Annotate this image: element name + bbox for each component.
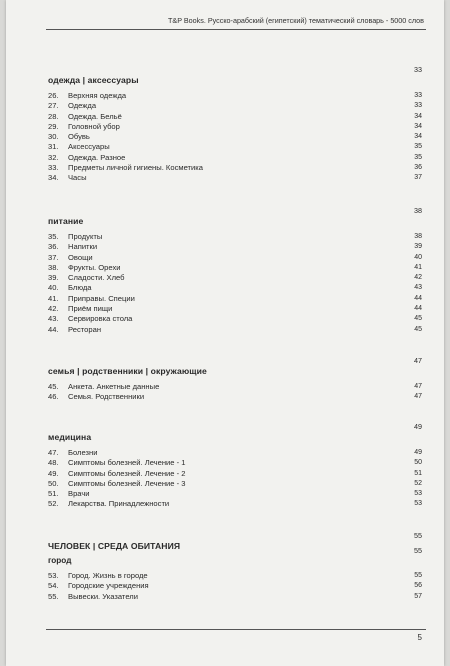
entry-title: Овощи <box>68 252 93 262</box>
section-page-number: 55 <box>414 531 422 540</box>
entry-page-number: 37 <box>414 174 422 182</box>
entry-page-number: 53 <box>414 490 422 498</box>
entry-page-number: 56 <box>414 582 422 590</box>
toc-entry[interactable] <box>48 469 422 479</box>
entry-title: Приём пищи <box>68 304 113 314</box>
entry-title: Вывески. Указатели <box>68 591 138 601</box>
book-page <box>6 0 444 666</box>
entry-page-number: 44 <box>414 305 422 313</box>
entry-number: 35. <box>48 232 59 241</box>
toc-entry[interactable] <box>48 173 422 183</box>
entry-number: 34. <box>48 173 59 183</box>
entry-page-number: 52 <box>414 479 422 487</box>
entry-page-number: 50 <box>414 459 422 467</box>
entry-number: 29. <box>48 121 59 131</box>
entry-title: Ресторан <box>68 324 102 334</box>
entry-number: 26. <box>48 91 59 100</box>
entry-title: Болезни <box>68 448 98 457</box>
toc-entry[interactable] <box>48 253 422 263</box>
entry-title: Верхняя одежда <box>68 91 127 100</box>
entry-page-number: 34 <box>414 133 422 141</box>
entry-number: 41. <box>48 293 59 303</box>
entry-title: Продукты <box>68 232 103 241</box>
entry-title: Головной убор <box>68 121 120 131</box>
section-heading <box>48 356 422 376</box>
entry-number: 53. <box>48 571 59 580</box>
entry-number: 33. <box>48 163 59 173</box>
entry-number: 44. <box>48 324 59 334</box>
entry-number: 39. <box>48 273 59 283</box>
section-title[interactable]: питание <box>48 216 84 226</box>
section-page-number: 47 <box>414 356 422 365</box>
entry-title: Напитки <box>68 242 98 252</box>
entry-page-number: 34 <box>414 112 422 120</box>
toc-entry[interactable] <box>48 283 422 293</box>
subsection-page-number: 55 <box>414 546 422 555</box>
toc-entry[interactable] <box>48 325 422 335</box>
toc-entry[interactable] <box>48 294 422 304</box>
entry-page-number: 41 <box>414 263 422 271</box>
entry-page-number: 47 <box>414 383 422 390</box>
entry-list <box>48 232 422 335</box>
toc-entry[interactable] <box>48 112 422 122</box>
toc-entry[interactable] <box>48 592 422 602</box>
toc-section <box>48 422 422 510</box>
entry-page-number: 57 <box>414 592 422 600</box>
entry-page-number: 35 <box>414 153 422 161</box>
entry-page-number: 42 <box>414 274 422 282</box>
entry-number: 52. <box>48 499 59 509</box>
entry-page-number: 45 <box>414 315 422 323</box>
entry-title: Сладости. Хлеб <box>68 273 125 283</box>
entry-number: 38. <box>48 262 59 272</box>
toc-section <box>48 65 422 184</box>
entry-title: Симптомы болезней. Лечение - 3 <box>68 478 186 488</box>
section-title[interactable]: одежда | аксессуары <box>48 75 139 85</box>
entry-number: 55. <box>48 591 59 601</box>
toc-entry[interactable] <box>48 392 422 402</box>
entry-title: Лекарства. Принадлежности <box>68 499 170 509</box>
toc-entry[interactable] <box>48 489 422 499</box>
entry-title: Врачи <box>68 489 90 499</box>
entry-title: Аксессуары <box>68 142 110 152</box>
entry-title: Приправы. Специи <box>68 293 135 303</box>
toc-entry[interactable] <box>48 479 422 489</box>
entry-number: 48. <box>48 458 59 468</box>
entry-number: 50. <box>48 478 59 488</box>
toc-entry[interactable] <box>48 232 422 242</box>
section-title[interactable]: ЧЕЛОВЕК | СРЕДА ОБИТАНИЯ <box>48 541 181 551</box>
toc-entry[interactable] <box>48 499 422 509</box>
entry-title: Город. Жизнь в городе <box>68 571 148 580</box>
entry-page-number: 44 <box>414 294 422 302</box>
toc-entry[interactable] <box>48 581 422 591</box>
section-heading <box>48 65 422 85</box>
toc-entry[interactable] <box>48 153 422 163</box>
entry-list <box>48 448 422 510</box>
section-page-number: 49 <box>414 422 422 431</box>
entry-page-number: 33 <box>414 92 422 99</box>
toc-entry[interactable] <box>48 242 422 252</box>
entry-page-number: 51 <box>414 469 422 477</box>
entry-list <box>48 91 422 184</box>
entry-page-number: 45 <box>414 325 422 333</box>
section-title[interactable]: семья | родственники | окружающие <box>48 366 207 376</box>
toc-entry[interactable] <box>48 382 422 392</box>
toc-entry[interactable] <box>48 448 422 458</box>
entry-title: Одежда. Бельё <box>68 111 122 121</box>
toc-entry[interactable] <box>48 163 422 173</box>
entry-page-number: 49 <box>414 449 422 456</box>
subsection-title[interactable]: город <box>48 556 72 565</box>
entry-number: 43. <box>48 314 59 324</box>
toc-entry[interactable] <box>48 91 422 101</box>
toc-entry[interactable] <box>48 132 422 142</box>
footer-rule <box>46 629 426 630</box>
toc-entry[interactable] <box>48 571 422 581</box>
entry-number: 42. <box>48 304 59 314</box>
entry-title: Симптомы болезней. Лечение - 2 <box>68 468 186 478</box>
entry-title: Обувь <box>68 132 90 142</box>
entry-number: 27. <box>48 101 59 111</box>
entry-number: 46. <box>48 392 59 402</box>
toc-entry[interactable] <box>48 314 422 324</box>
section-page-number: 33 <box>414 65 422 74</box>
entry-page-number: 38 <box>414 233 422 240</box>
entry-title: Сервировка стола <box>68 314 133 324</box>
entry-title: Фрукты. Орехи <box>68 262 121 272</box>
entry-number: 45. <box>48 382 59 391</box>
entry-number: 51. <box>48 489 59 499</box>
section-heading <box>48 422 422 442</box>
toc-section <box>48 206 422 335</box>
entry-page-number: 34 <box>414 122 422 130</box>
entry-number: 30. <box>48 132 59 142</box>
entry-number: 28. <box>48 111 59 121</box>
toc-entry[interactable] <box>48 122 422 132</box>
entry-list <box>48 382 422 403</box>
entry-page-number: 47 <box>414 393 422 401</box>
entry-number: 32. <box>48 152 59 162</box>
header-rule <box>46 29 426 30</box>
entry-page-number: 40 <box>414 253 422 261</box>
entry-title: Анкета. Анкетные данные <box>68 382 160 391</box>
toc-entry[interactable] <box>48 101 422 111</box>
toc-section <box>48 531 422 602</box>
entry-number: 36. <box>48 242 59 252</box>
entry-title: Одежда. Разное <box>68 152 126 162</box>
toc-entry[interactable] <box>48 263 422 273</box>
section-heading <box>48 206 422 226</box>
entry-page-number: 33 <box>414 102 422 110</box>
entry-title: Одежда <box>68 101 97 111</box>
toc-entry[interactable] <box>48 273 422 283</box>
entry-page-number: 43 <box>414 284 422 292</box>
section-title[interactable]: медицина <box>48 432 92 442</box>
entry-number: 40. <box>48 283 59 293</box>
toc-section <box>48 356 422 403</box>
entry-number: 54. <box>48 581 59 591</box>
entry-number: 49. <box>48 468 59 478</box>
entry-list <box>48 571 422 602</box>
entry-title: Семья. Родственники <box>68 392 145 402</box>
section-heading <box>48 531 422 551</box>
toc-entry[interactable] <box>48 458 422 468</box>
entry-page-number: 39 <box>414 243 422 251</box>
entry-page-number: 36 <box>414 164 422 172</box>
entry-title: Симптомы болезней. Лечение - 1 <box>68 458 186 468</box>
entry-title: Предметы личной гигиены. Косметика <box>68 163 203 173</box>
entry-page-number: 53 <box>414 500 422 508</box>
section-page-number: 38 <box>414 206 422 215</box>
toc-entry[interactable] <box>48 304 422 314</box>
running-header: T&P Books. Русско-арабский (египетский) тематический словарь - 5000 слов <box>168 16 424 25</box>
entry-title: Блюда <box>68 283 92 293</box>
toc-entry[interactable] <box>48 142 422 152</box>
entry-title: Часы <box>68 173 87 183</box>
entry-page-number: 55 <box>414 572 422 579</box>
entry-number: 37. <box>48 252 59 262</box>
page-number: 5 <box>417 633 422 642</box>
entry-number: 47. <box>48 448 59 457</box>
entry-title: Городские учреждения <box>68 581 149 591</box>
entry-page-number: 35 <box>414 143 422 151</box>
entry-number: 31. <box>48 142 59 152</box>
